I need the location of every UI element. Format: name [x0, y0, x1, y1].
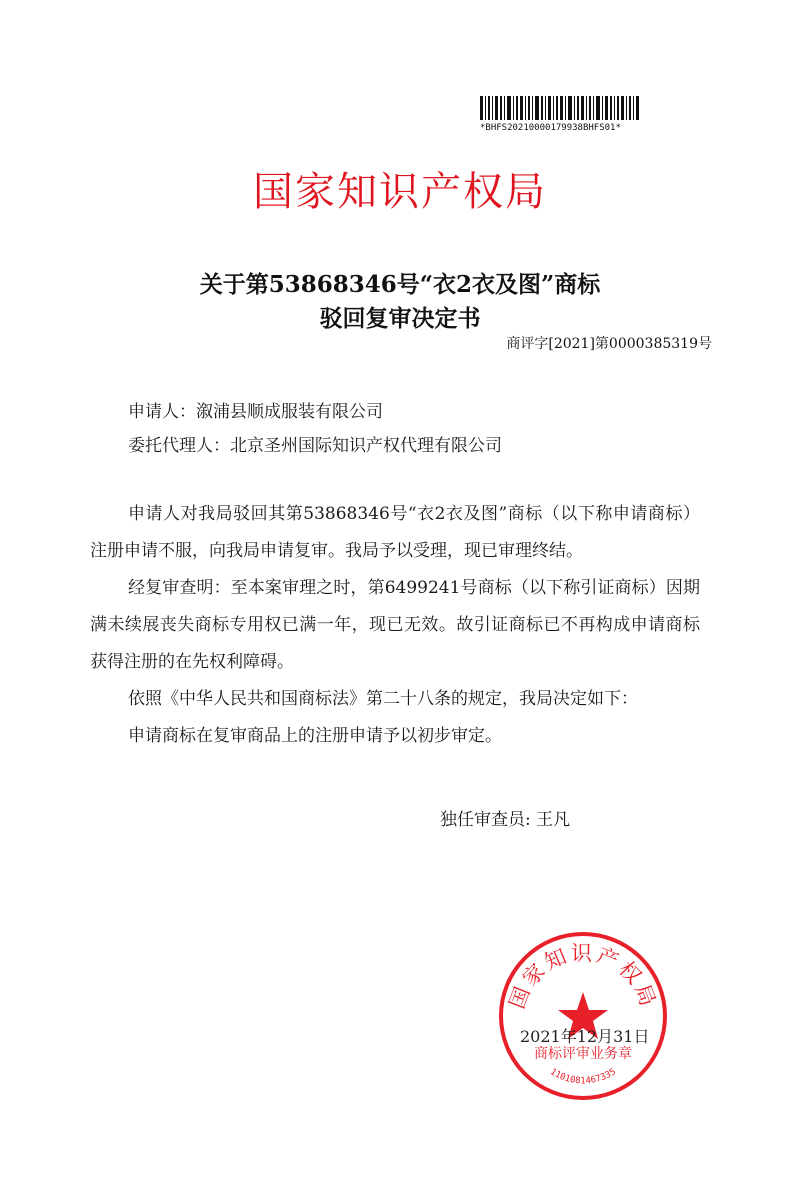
document-title-line1: 关于第53868346号“衣2衣及图”商标 — [199, 271, 601, 298]
paragraph-decision: 申请商标在复审商品上的注册申请予以初步审定。 — [128, 726, 502, 746]
seal-arc-text: 国家知识产权局 — [504, 941, 662, 1012]
decision-date: 2021年12月31日 — [520, 1027, 650, 1046]
examiner-signature: 独任审查员: 王凡 — [440, 810, 571, 830]
agency-name: 国家知识产权局 — [253, 169, 547, 215]
seal-subtext: 商标评审业务章 — [534, 1046, 632, 1062]
document-number: 商评字[2021]第0000385319号 — [506, 336, 712, 352]
barcode-number: *BHFS20210000179938BHFS01* — [480, 123, 621, 133]
seal-number: 1101081467335 — [548, 1067, 618, 1087]
barcode-bars — [480, 96, 680, 120]
document-title-line2: 驳回复审决定书 — [319, 305, 481, 332]
applicant-line: 申请人：溆浦县顺成服装有限公司 — [128, 402, 383, 422]
agent-line: 委托代理人：北京圣州国际知识产权代理有限公司 — [128, 436, 502, 456]
paragraph-application: 申请人对我局驳回其第53868346号“衣2衣及图”商标（以下称申请商标）注册申请不服，向我局申请复审。我局予以受理，现已审理终结。 — [90, 504, 700, 561]
barcode — [480, 96, 680, 133]
paragraph-findings: 经复审查明：至本案审理之时，第6499241号商标（以下称引证商标）因期满未续展丧失商标专用权已满一年，现已无效。故引证商标已不再构成申请商标获得注册的在先权利障碍。 — [90, 578, 700, 672]
paragraph-legal-basis: 依照《中华人民共和国商标法》第二十八条的规定，我局决定如下： — [128, 689, 638, 709]
official-seal — [497, 930, 669, 1102]
